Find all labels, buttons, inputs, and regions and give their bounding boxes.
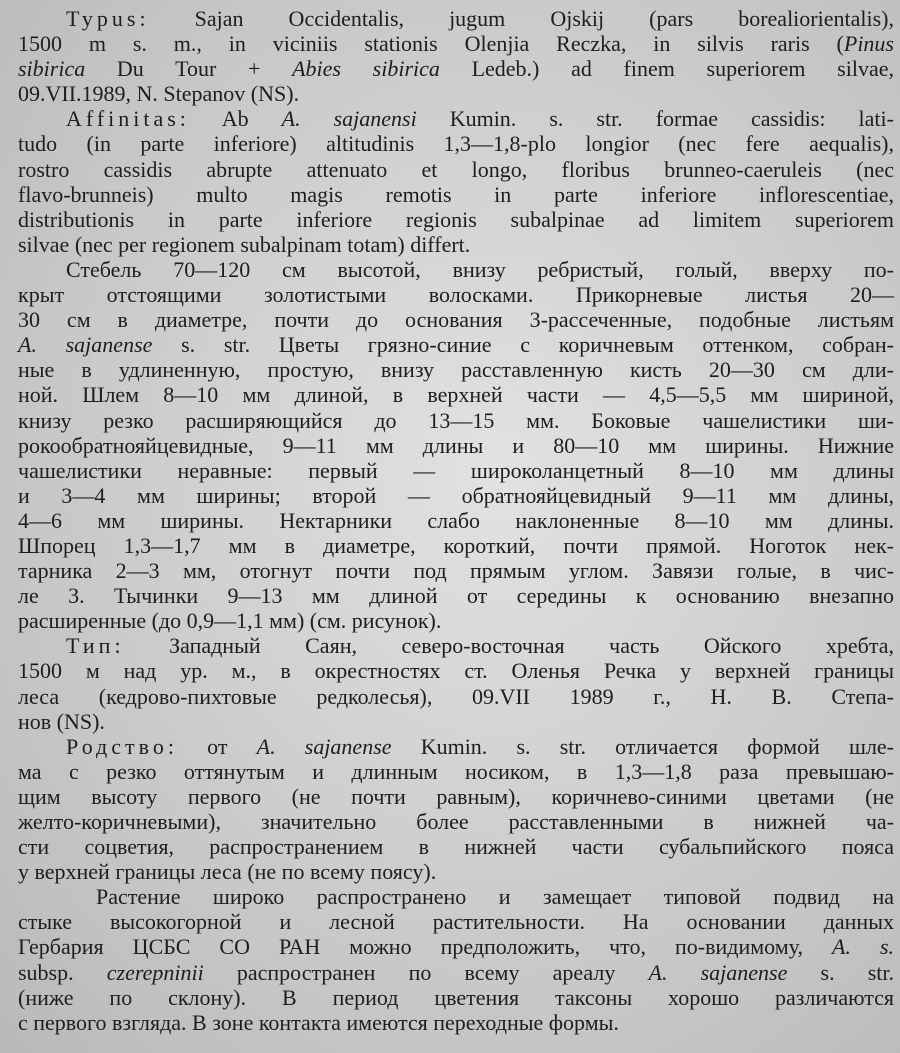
text-segment: Du Tour + [85, 56, 293, 82]
text-line [18, 684, 894, 709]
italic-taxon-name: Abies sibirica [292, 56, 440, 82]
text-segment: у верхней границы леса (не по всему поясу). [18, 859, 437, 885]
text-line [18, 809, 894, 834]
italic-taxon-name: A. sajanense [18, 332, 153, 358]
text-line [18, 759, 894, 784]
text-line [18, 382, 894, 407]
text-line [18, 859, 894, 884]
text-segment: тарника 2—3 мм, отогнут почти под прямым углом. Завязи голые, в чис- [18, 558, 894, 584]
text-segment: распространен по всему ареалу [203, 959, 649, 985]
text-segment: flavo-brunneis) multo magis remotis in parte inferiore inflorescentiae, [18, 181, 894, 207]
text-line [18, 633, 894, 658]
text-segment: ле 3. Тычинки 9—13 мм длиной от середины к основанию внезапно [18, 583, 894, 609]
italic-taxon-name: A. s. [831, 934, 895, 960]
text-line [18, 658, 894, 683]
text-segment: silvae (nec per regionem subalpinam totam) differt. [18, 231, 471, 257]
text-segment: ные в удлиненную, простую, внизу расставленную кисть 20—30 см дли- [18, 357, 894, 383]
text-line [18, 483, 894, 508]
section-heading: Родство: [66, 733, 178, 759]
text-line [18, 332, 894, 357]
text-segment: Стебель 70—120 см высотой, внизу ребристый, голый, вверху по- [66, 256, 894, 282]
text-segment: желто-коричневыми), значительно более расставленными в нижней ча- [18, 809, 894, 834]
text-segment: стыке высокогорной и лесной растительности. На основании данных [18, 909, 894, 935]
text-segment: крыт отстоящими золотистыми волосками. Прикорневые листья 20— [18, 282, 894, 308]
text-segment: расширенные (до 0,9—1,1 мм) (см. рисунок). [18, 608, 442, 634]
text-line [18, 31, 894, 56]
text-line [18, 433, 894, 458]
text-segment: distributionis in parte inferiore regionis subalpinae ad limitem superiorem [18, 206, 894, 232]
text-segment: Kumin. s. str. отличается формой шле- [391, 733, 895, 759]
text-segment: от [177, 733, 257, 759]
text-segment: Ledeb.) ad finem superiorem silvae, [439, 56, 894, 82]
text-line [18, 282, 894, 307]
text-line [18, 608, 894, 633]
text-segment: книзу резко расширяющийся до 13—15 мм. Боковые чашелистики ши- [18, 407, 894, 433]
text-segment: s. str. [787, 959, 895, 985]
text-segment: ма с резко оттянутым и длинным носиком, в 1,3—1,8 раза превышаю- [18, 758, 894, 784]
text-segment: ной. Шлем 8—10 мм длиной, в верхней части — 4,5—5,5 мм шириной, [18, 382, 894, 408]
italic-taxon-name: A. sajanensi [281, 106, 417, 132]
italic-taxon-name: czerepninii [106, 959, 204, 985]
text-segment: 30 см в диаметре, почти до основания 3-рассеченные, подобные листьям [18, 307, 894, 333]
text-line [18, 909, 894, 934]
text-segment: рокообратнояйцевидные, 9—11 мм длины и 80—10 мм ширины. Нижние [18, 432, 894, 458]
section-heading: Typus: [66, 6, 150, 31]
text-segment: нов (NS). [18, 708, 105, 734]
text-line [18, 157, 894, 182]
text-line [18, 985, 894, 1010]
section-heading: Affinitas: [66, 106, 190, 132]
text-line [18, 533, 894, 558]
text-line [18, 583, 894, 608]
text-segment: 4—6 мм ширины. Нектарники слабо наклоненные 8—10 мм длины. [18, 507, 894, 533]
text-line [18, 106, 894, 131]
text-line [18, 81, 894, 106]
italic-taxon-name: sibirica [18, 56, 86, 82]
text-segment: Гербария ЦСБС СО РАН можно предположить, что, по-видимому, [18, 934, 832, 960]
text-segment: Растение широко распространено и замещает типовой подвид на [96, 884, 894, 910]
text-segment: tudo (in parte inferiore) altitudinis 1,3—1,8-plo longior (nec fere aequalis), [18, 131, 894, 157]
text-line [18, 56, 894, 81]
text-segment: rostro cassidis abrupte attenuato et longo, floribus brunneo-caeruleis (nec [18, 156, 894, 182]
text-line [18, 207, 894, 232]
text-segment: щим высоту первого (не почти равным), коричнево-синими цветами (не [18, 783, 894, 809]
text-line [18, 784, 894, 809]
text-segment: леса (кедрово-пихтовые редколесья), 09.VII 1989 г., Н. В. Степа- [18, 683, 894, 709]
text-line [18, 307, 894, 332]
text-segment: Шпорец 1,3—1,7 мм в диаметре, короткий, почти прямой. Ноготок нек- [18, 532, 894, 558]
document-page [18, 6, 894, 1035]
text-segment: Ab [189, 106, 282, 132]
text-line [18, 182, 894, 207]
text-segment: Kumin. s. str. formae cassidis: lati- [416, 106, 894, 132]
text-segment: 1500 m s. m., in viciniis stationis Olenjia Reczka, in silvis raris ( [18, 31, 844, 57]
text-segment: и 3—4 мм ширины; второй — обратнояйцевидный 9—11 мм длины, [18, 482, 894, 508]
text-line [18, 508, 894, 533]
text-segment: Sajan Occidentalis, jugum Ojskij (pars borealiorientalis), [149, 6, 894, 31]
italic-taxon-name: Pinus [843, 31, 894, 57]
text-segment: сти соцветия, распространением в нижней части субальпийского пояса [18, 834, 894, 860]
text-line [18, 709, 894, 734]
text-line [18, 960, 894, 985]
text-line [18, 6, 894, 31]
text-segment: 1500 м над ур. м., в окрестностях ст. Оленья Речка у верхней границы [18, 658, 894, 684]
text-line [18, 357, 894, 382]
text-line [18, 408, 894, 433]
section-heading: Тип: [66, 633, 125, 659]
text-segment: 09.VII.1989, N. Stepanov (NS). [18, 81, 300, 107]
text-segment: Западный Саян, северо-восточная часть Ойского хребта, [124, 633, 894, 659]
text-segment: с первого взгляда. В зоне контакта имеются переходные формы. [18, 1009, 619, 1035]
text-line [18, 558, 894, 583]
text-segment: s. str. Цветы грязно-синие с коричневым оттенком, собран- [152, 332, 894, 358]
text-segment: чашелистики неравные: первый — широколанцетный 8—10 мм длины [18, 457, 894, 483]
text-line [18, 884, 894, 909]
italic-taxon-name: A. sajanense [256, 733, 392, 759]
text-segment: subsp. [18, 959, 107, 985]
text-line [18, 1010, 894, 1035]
text-line [18, 257, 894, 282]
text-line [18, 734, 894, 759]
text-line [18, 458, 894, 483]
text-line [18, 232, 894, 257]
text-line [18, 934, 894, 959]
text-line [18, 834, 894, 859]
text-line [18, 131, 894, 156]
text-segment: (ниже по склону). В период цветения таксоны хорошо различаются [18, 984, 894, 1010]
italic-taxon-name: A. sajanense [648, 959, 788, 985]
